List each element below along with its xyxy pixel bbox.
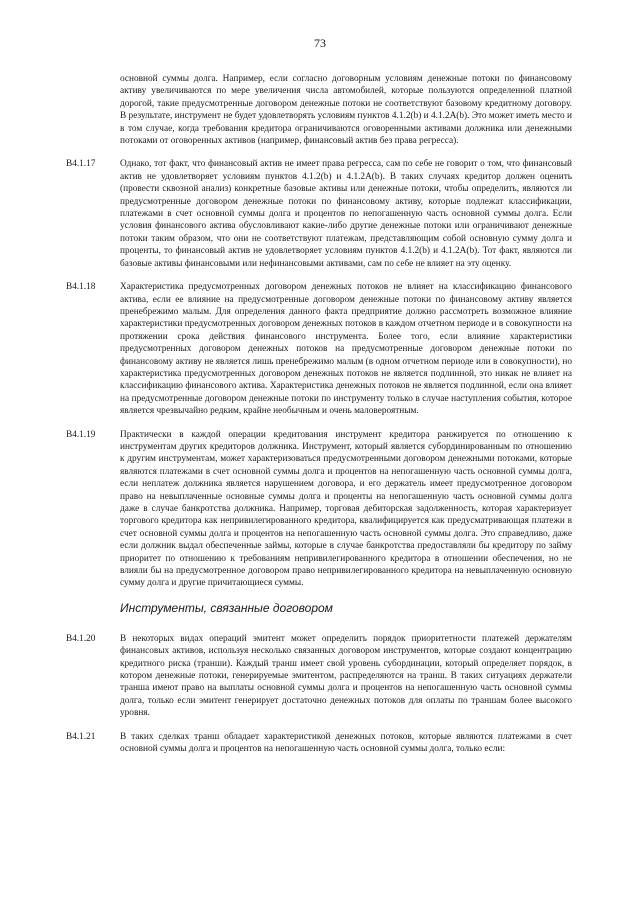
paragraph-b4-1-21 [66, 731, 572, 756]
paragraph-text: Однако, тот факт, что финансовый актив не имеет права регресса, сам по себе не говорит о том, что финансовый актив не удовлетворяет условиям пунктов 4.1.2(b) и 4.1.2A(b). В таких случаях кредитор должен оценить (провести сквозной анализ) конкретные базовые активы или денежные потоки, чтобы определить, являются ли предусмотренные договором денежные потоки по финансовому активу, которые подлежат классификации, платежами в счет основной суммы долга и процентов по непогашенную часть основной суммы долга. Если условия финансового актива обусловливают какие-либо другие денежные потоки или ограничивают денежные потоки таким образом, что они не соответствуют платежам, представляющим собой основную сумму долга и проценты, то финансовый актив не удовлетворяет условиям пунктов 4.1.2(b) и 4.1.2A(b). Тот факт, являются ли базовые активы финансовыми или нефинансовыми активами, сам по себе не влияет на эту оценку. [120, 159, 572, 269]
paragraph-text: Характеристика предусмотренных договором денежных потоков не влияет на классификацию финансового актива, если ее влияние на предусмотренные договором денежные потоки по финансовому активу является пренебрежимо малым. Для определения данного факта предприятие должно рассмотреть возможное влияние характеристики предусмотренных договором денежных потоков в каждом отчетном периоде и в совокупности на протяжении срока действия финансового инструмента. Более того, если влияние характеристики предусмотренных договором денежных потоков на предусмотренные договором денежные потоки по финансовому активу не является лишь пренебрежимо малым (в одном отчетном периоде или в совокупности), но характеристика предусмотренных договором денежных потоков не является подлинной, это никак не влияет на классификацию финансового актива. Характеристика денежных потоков не является подлинной, если она влияет на предусмотренные договором денежные потоки по инструменту только в случае наступления события, которое является чрезвычайно редким, крайне необычным и очень маловероятным. [120, 282, 572, 417]
page-content [66, 73, 572, 767]
paragraph-b4-1-18 [66, 281, 572, 417]
paragraph-number: B4.1.20 [66, 633, 96, 644]
paragraph-text: основной суммы долга. Например, если согласно договорным условиям денежные потоки по финансовому активу увеличиваются по мере увеличения числа автомобилей, которые пользуются определенной платной дорогой, такие предусмотренные договором денежные потоки не соответствуют базовому кредитному договору. В результате, инструмент не будет удовлетворять условиям пунктов 4.1.2(b) и 4.1.2A(b). Это может иметь место и в том случае, когда требования кредитора ограничиваются оговоренными активами должника или денежными потоками от оговоренных активов (например, финансовый актив без права регресса). [120, 74, 572, 147]
paragraph-text: В таких сделках транш обладает характеристикой денежных потоков, которые являются платежами в счет основной суммы долга и процентов на непогашенную часть основной суммы долга, только если: [120, 731, 572, 755]
paragraph-number: B4.1.17 [66, 159, 96, 170]
page-number: 73 [314, 36, 326, 50]
section-heading: Инструменты, связанные договором [120, 600, 333, 615]
paragraph-continuation [66, 73, 572, 147]
paragraph-b4-1-17 [66, 158, 572, 270]
paragraph-number: B4.1.19 [66, 429, 96, 440]
paragraph-text: В некоторых видах операций эмитент может определить порядок приоритетности платежей держателям финансовых активов, используя несколько связанных договором инструментов, которые создают концентрацию кредитного риска (транши). Каждый транш имеет свой уровень субординации, который определяет порядок, в котором денежные потоки, генерируемые эмитентом, распределяются на транш. В таких ситуациях держатели транша имеют право на выплаты основной суммы долга и процентов на непогашенную часть основной суммы долга, только если эмитент генерирует достаточно денежных потоков для оплаты по траншам более высокого уровня. [120, 633, 572, 719]
paragraph-number: B4.1.21 [66, 731, 96, 742]
paragraph-b4-1-20 [66, 633, 572, 720]
paragraph-number: B4.1.18 [66, 282, 96, 293]
paragraph-b4-1-19 [66, 429, 572, 590]
paragraph-text: Практически в каждой операции кредитования инструмент кредитора ранжируется по отношению к инструментам других кредиторов должника. Инструмент, который является субординированным по отношению к другим инструментам, может характеризоваться предусмотренными договором денежными потоками, которые являются платежами в счет основной суммы долга и процентов на непогашенную часть основной суммы долга, если неплатеж должника является нарушением договора, и его держатель имеет предусмотренное договором право на невыплаченные основные суммы долга и проценты на непогашенную часть основной суммы долга даже в случае банкротства должника. Например, торговая дебиторская задолженность, которая характеризует торгового кредитора как непривилегированного кредитора, квалифицируется как предусматривающая платежи в счет основной суммы долга и процентов на непогашенную часть основной суммы долга. Это справедливо, даже если должник выдал обеспеченные займы, которые в случае банкротства предоставляли бы кредитору по займу приоритет по отношению к требованиям непривилегированного кредитора в отношении обеспечения, но не влияли бы на предусмотренное договором право непривилегированного кредитора на невыплаченную основную сумму долга и другие причитающиеся суммы. [120, 429, 572, 589]
